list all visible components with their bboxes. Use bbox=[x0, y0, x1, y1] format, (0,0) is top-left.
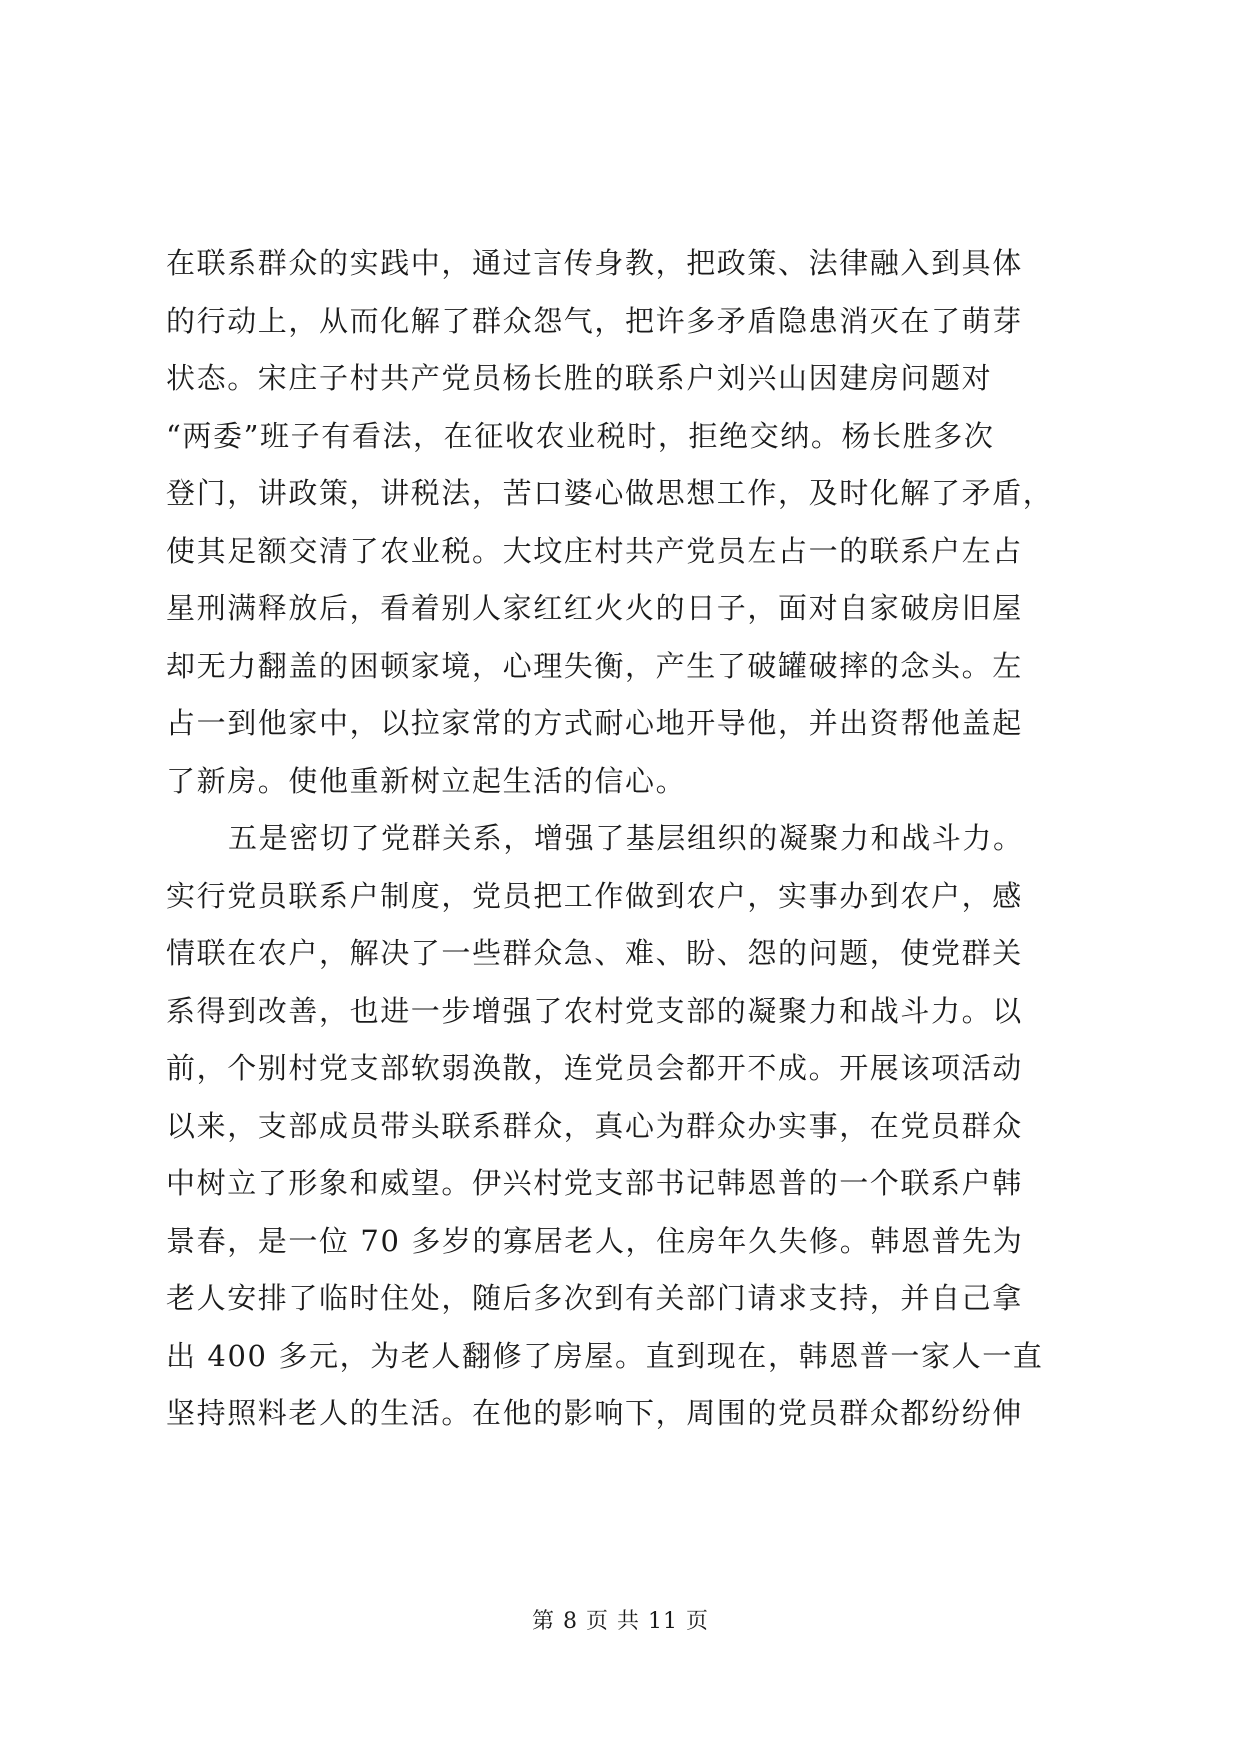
text-line: 以来，支部成员带头联系群众，真心为群众办实事，在党员群众 bbox=[166, 1108, 1023, 1143]
text-line: 占一到他家中，以拉家常的方式耐心地开导他，并出资帮他盖起 bbox=[166, 706, 1023, 740]
text-line: 在联系群众的实践中，通过言传身教，把政策、法律融入到具体 bbox=[166, 246, 1023, 280]
text-line: 使其足额交清了农业税。大坟庄村共产党员左占一的联系户左占 bbox=[166, 533, 1023, 568]
text-line: 中树立了形象和威望。伊兴村党支部书记韩恩普的一个联系户韩 bbox=[166, 1166, 1023, 1200]
paragraph-2 bbox=[166, 810, 1078, 1443]
text-line: 却无力翻盖的困顿家境，心理失衡，产生了破罐破摔的念头。左 bbox=[166, 648, 1023, 683]
text-line: 老人安排了临时住处，随后多次到有关部门请求支持，并自己拿 bbox=[166, 1281, 1023, 1315]
text-line: 登门，讲政策，讲税法，苦口婆心做思想工作，及时化解了矛盾， bbox=[166, 476, 1054, 510]
text-line: 情联在农户，解决了一些群众急、难、盼、怨的问题，使党群关 bbox=[166, 936, 1023, 970]
text-line: 出 400 多元，为老人翻修了房屋。直到现在，韩恩普一家人一直 bbox=[166, 1338, 1044, 1373]
text-line: 五是密切了党群关系，增强了基层组织的凝聚力和战斗力。 bbox=[228, 821, 1024, 855]
text-line: 状态。宋庄子村共产党员杨长胜的联系户刘兴山因建房问题对 bbox=[166, 361, 993, 395]
text-line: 了新房。使他重新树立起生活的信心。 bbox=[166, 763, 687, 798]
text-line: 星刑满释放后，看着别人家红红火火的日子，面对自家破房旧屋 bbox=[166, 591, 1023, 625]
text-line: “两委”班子有看法，在征收农业税时，拒绝交纳。杨长胜多次 bbox=[166, 418, 995, 453]
text-line: 系得到改善，也进一步增强了农村党支部的凝聚力和战斗力。以 bbox=[166, 993, 1023, 1028]
text-line: 实行党员联系户制度，党员把工作做到农户，实事办到农户，感 bbox=[166, 878, 1023, 913]
text-line: 景春，是一位 70 多岁的寡居老人，住房年久失修。韩恩普先为 bbox=[166, 1223, 1024, 1258]
page-number-footer: 第 8 页 共 11 页 bbox=[532, 1609, 709, 1634]
text-line: 的行动上，从而化解了群众怨气，把许多矛盾隐患消灭在了萌芽 bbox=[166, 303, 1023, 338]
paragraph-1 bbox=[166, 235, 1078, 810]
text-line: 前，个别村党支部软弱涣散，连党员会都开不成。开展该项活动 bbox=[166, 1051, 1023, 1085]
document-body bbox=[166, 235, 1078, 1443]
text-line: 坚持照料老人的生活。在他的影响下，周围的党员群众都纷纷伸 bbox=[166, 1396, 1023, 1430]
